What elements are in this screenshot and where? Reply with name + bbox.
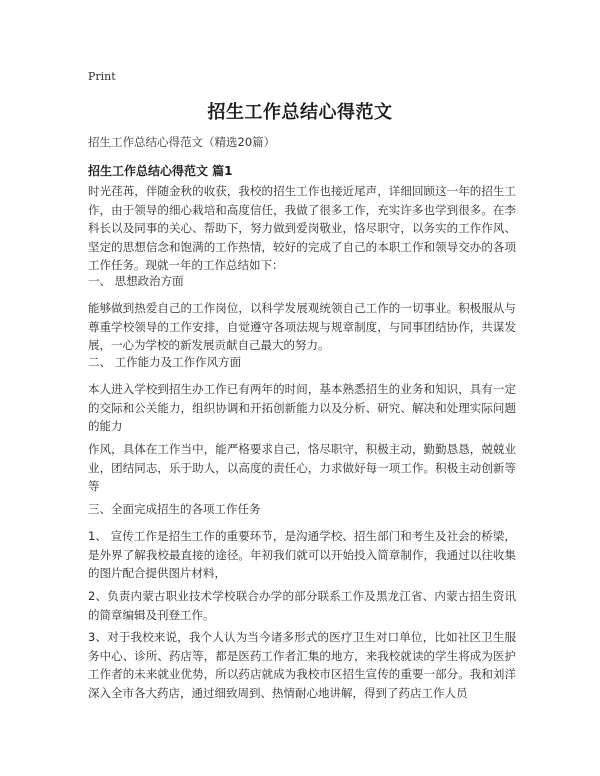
heading-ability: 二、 工作能力及工作作风方面 bbox=[88, 355, 242, 369]
heading-complete: 三、全面完成招生的各项工作任务 bbox=[88, 502, 261, 516]
paragraph-item-2: 2、负责内蒙古职业技术学校联合办学的部分联系工作及黑龙江省、内蒙古招生资讯的简章编辑及刊登工作。 bbox=[88, 589, 516, 622]
section-title: 招生工作总结心得范文 篇1 bbox=[88, 164, 233, 178]
paragraph-politics: 能够做到热爱自己的工作岗位，以科学发展观统领自己工作的一切事业。积极服从与尊重学校领导的工作安排，自觉遵守各项法规与规章制度，与同事团结协作，共谋发展，一心为学校的新发展贡献自己最大的努力。 bbox=[88, 301, 516, 352]
print-link[interactable]: Print bbox=[88, 70, 116, 83]
paragraph-item-3: 3、对于我校来说，我个人认为当今诸多形式的医疗卫生对口单位，比如社区卫生服务中心、诊所、药店等，都是医药工作者汇集的地方，来我校就读的学生将成为医护工作者的未来就业优势，所以药店就成为我校市区招生宣传的重要一部分。我和刘洋深入全市各大药店，通过细致周到、热情耐心地讲解，得到了药店工作人员 bbox=[88, 630, 516, 700]
page-title: 招生工作总结心得范文 bbox=[207, 102, 393, 123]
paragraph-style: 作风，具体在工作当中，能严格要求自己，恪尽职守，积极主动，勤勤恳恳，兢兢业业，团结同志，乐于助人，以高度的责任心，力求做好每一项工作。积极主动创新等等 bbox=[88, 442, 516, 493]
document-subtitle: 招生工作总结心得范文（精选20篇） bbox=[88, 135, 276, 149]
paragraph-item-1: 1、 宣传工作是招生工作的重要环节，是沟通学校、招生部门和考生及社会的桥梁，是外界了解我校最直接的途径。年初我们就可以开始投入简章制作，我通过以往收集的图片配合提供图片材料， bbox=[88, 529, 516, 580]
paragraph-intro: 时光荏苒，伴随金秋的收获，我校的招生工作也接近尾声，详细回顾这一年的招生工作，由于领导的细心栽培和高度信任，我做了很多工作，充实许多也学到很多。在李科长以及同事的关心、帮助下，努力做到爱岗敬业，恪尽职守，以务实的工作作风、坚定的思想信念和饱满的工作热情，较好的完成了自己的本职工作和领导交办的各项工作任务。现就一年的工作总结如下： bbox=[88, 184, 516, 272]
heading-politics: 一、 思想政治方面 bbox=[88, 274, 184, 288]
paragraph-ability: 本人进入学校到招生办工作已有两年的时间，基本熟悉招生的业务和知识，具有一定的交际和公关能力，组织协调和开拓创新能力以及分析、研究、解决和处理实际问题的能力 bbox=[88, 382, 516, 433]
